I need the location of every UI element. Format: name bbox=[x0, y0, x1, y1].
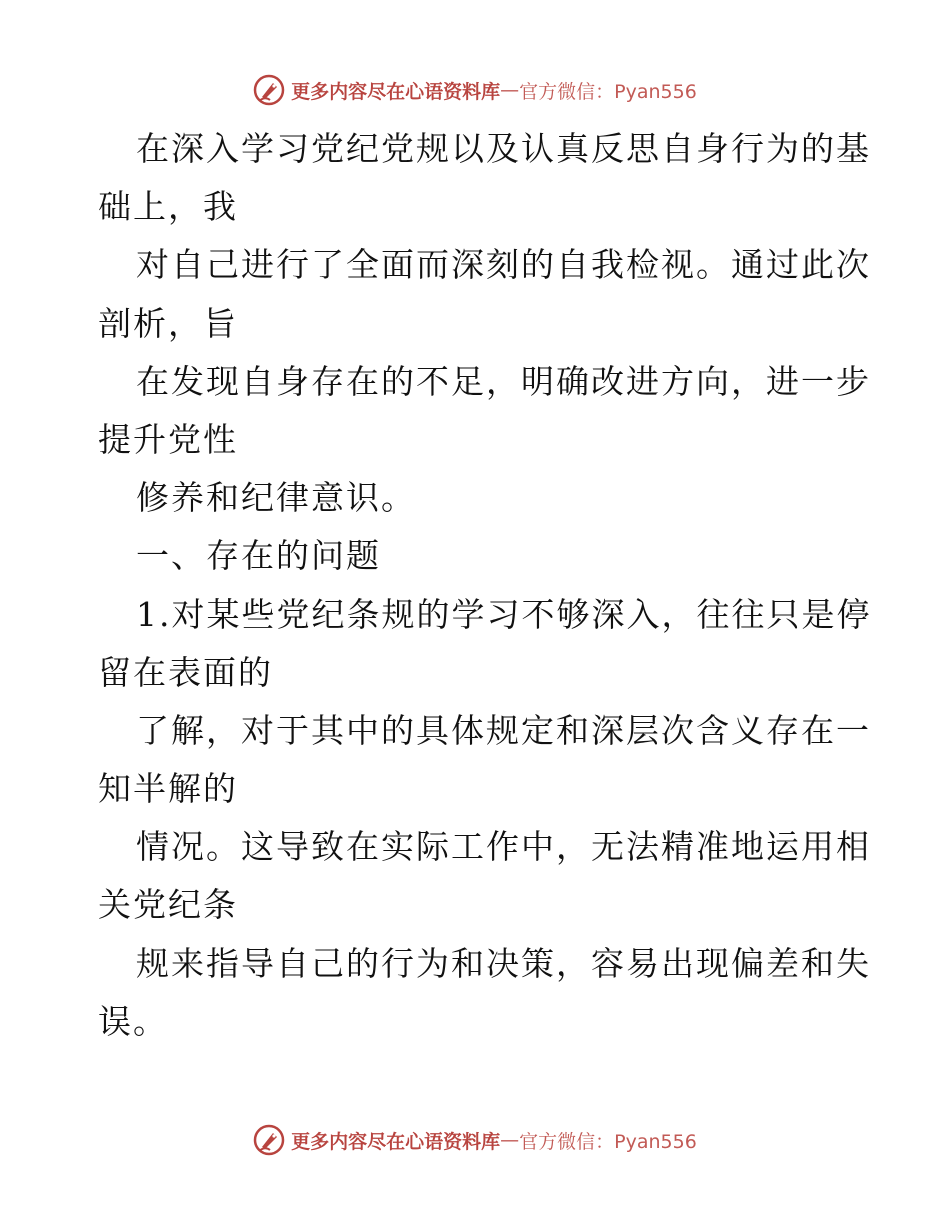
pen-nib-logo-icon bbox=[253, 1124, 285, 1156]
watermark-dash: — bbox=[500, 1129, 520, 1151]
text-line: 对自己进行了全面而深刻的自我检视。通过此次 bbox=[136, 245, 871, 285]
text-line: 关党纪条 bbox=[98, 885, 238, 925]
text-line: 留在表面的 bbox=[98, 652, 273, 692]
watermark-site-text: 更多内容尽在心语资料库 bbox=[291, 1130, 501, 1153]
text-line: 知半解的 bbox=[98, 769, 238, 809]
text-line: 础上，我 bbox=[98, 187, 238, 227]
watermark-wechat-text: 官方微信：Pyan556 bbox=[519, 1130, 697, 1153]
watermark-site-text: 更多内容尽在心语资料库 bbox=[291, 80, 501, 103]
text-line: 情况。这导致在实际工作中，无法精准地运用相 bbox=[136, 827, 871, 867]
text-line: 剖析，旨 bbox=[98, 303, 238, 343]
document-body bbox=[98, 120, 872, 1051]
header-watermark bbox=[0, 70, 950, 110]
text-line: 1.对某些党纪条规的学习不够深入，往往只是停 bbox=[136, 594, 872, 634]
watermark-dash: — bbox=[500, 79, 520, 101]
text-line: 在深入学习党纪党规以及认真反思自身行为的基 bbox=[136, 129, 871, 168]
text-line: 提升党性 bbox=[98, 419, 238, 459]
footer-watermark bbox=[0, 1120, 950, 1160]
text-line: 修养和纪律意识。 bbox=[136, 478, 416, 518]
text-line: 一、存在的问题 bbox=[136, 536, 381, 576]
watermark-wechat-text: 官方微信：Pyan556 bbox=[519, 80, 697, 103]
text-line: 误。 bbox=[98, 1001, 168, 1041]
text-line: 了解，对于其中的具体规定和深层次含义存在一 bbox=[136, 710, 871, 750]
text-line: 规来指导自己的行为和决策，容易出现偏差和失 bbox=[136, 943, 871, 983]
pen-nib-logo-icon bbox=[253, 74, 285, 106]
text-line: 在发现自身存在的不足，明确改进方向，进一步 bbox=[136, 361, 871, 401]
